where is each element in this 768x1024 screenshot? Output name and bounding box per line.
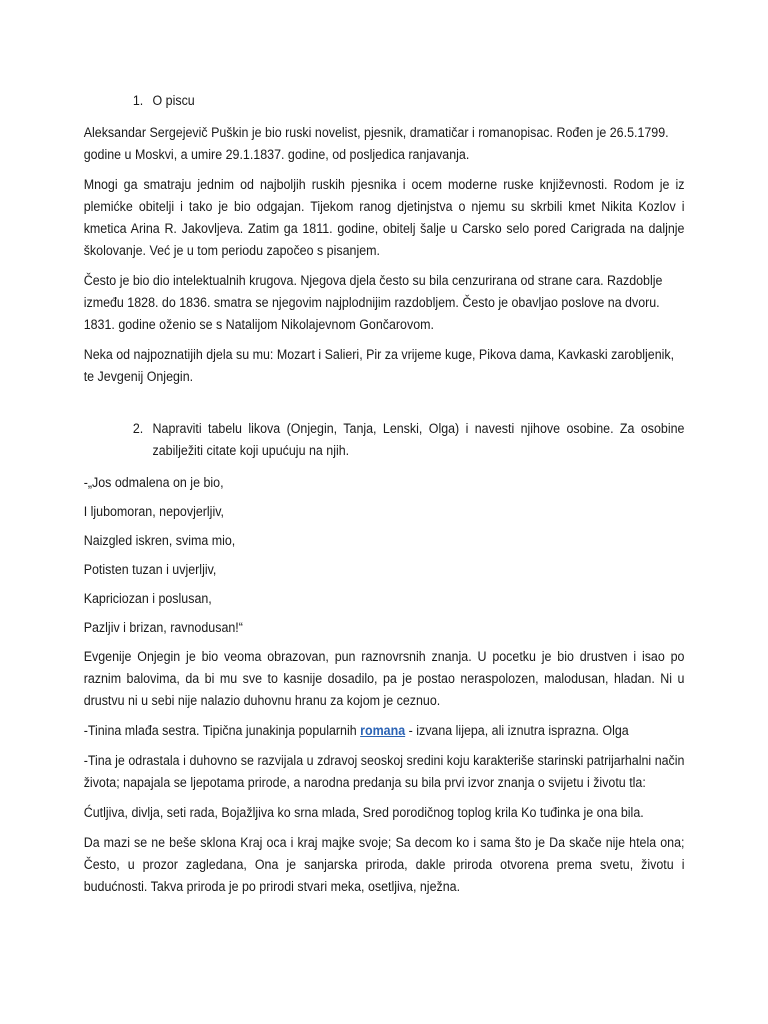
paragraph-tina: -Tina je odrastala i duhovno se razvijala u zdravoj seoskoj sredini koju karakteriše starinski patrijarhalni način života; napajala se ljepotama prirode, a narodna predanja su bila prvi izvor znanja o svijetu i životu tla:	[83, 753, 685, 790]
paragraph: Neka od najpoznatijih djela su mu: Mozart i Salieri, Pir za vrijeme kuge, Pikova dama, Kavkaski zarobljenik, te Jevgenij Onjegin.	[83, 347, 675, 384]
section-title: Napraviti tabelu likova (Onjegin, Tanja, Lenski, Olga) i navesti njihove osobine. Za osobine zabilježiti citate koji upućuju na njih.	[152, 421, 685, 458]
paragraph-quote: Ćutljiva, divlja, seti rada, Bojažljiva ko srna mlada, Sred porodičnog toplog krila Ko tuđinka je ona bila.	[83, 805, 644, 820]
paragraph: Aleksandar Sergejevič Puškin je bio ruski novelist, pjesnik, dramatičar i romanopisac. Rođen je 26.5.1799. godine u Moskvi, a umire 29.1.1837. godine, od posljedica ranjavanja.	[83, 125, 669, 162]
poem-line: Naizgled iskren, svima mio,	[83, 533, 236, 548]
paragraph: Mnogi ga smatraju jednim od najboljih ruskih pjesnika i ocem moderne ruske književnosti. Rodom je iz plemićke obitelji i tako je bio odgajan. Tijekom ranog djetinjstva o njemu su skrbili kmet Nikita Kozlov i kmetica Arina R. Jakovljeva. Zatim ga 1811. godine, obitelj šalje u Carsko selo pored Carigrada na daljnje školovanje. Već je u tom periodu započeo s pisanjem.	[83, 177, 685, 258]
poem-line: Pazljiv i brizan, ravnodusan!“	[83, 620, 243, 635]
paragraph-last: Da mazi se ne beše sklona Kraj oca i kraj majke svoje; Sa decom ko i sama što je Da skače nije htela ona; Često, u prozor zagledana, Ona je sanjarska priroda, dakle priroda otvorena prema svetu, životu i budućnosti. Takva priroda je po prirodi stvari meka, osetljiva, nježna.	[83, 835, 685, 894]
poem-line: -„Jos odmalena on je bio,	[83, 475, 224, 490]
section-heading-1	[84, 90, 685, 112]
section-title: O piscu	[152, 93, 195, 108]
poem-quote	[84, 472, 685, 639]
paragraph-onjegin: Evgenije Onjegin je bio veoma obrazovan, pun raznovrsnih znanja. U pocetku je bio drustven i isao po raznim balovima, da bi mu sve to kasnije dosadilo, pa je postao neraspolozen, malodusan, hladan. Ni u drustvu ni u sebi nije nalazio duhovnu hranu za kojom je ceznuo.	[83, 649, 685, 708]
poem-line: Kapriciozan i poslusan,	[83, 591, 212, 606]
poem-line: Potisten tuzan i uvjerljiv,	[83, 562, 217, 577]
paragraph: Često je bio dio intelektualnih krugova. Njegova djela često su bila cenzurirana od strane cara. Razdoblje između 1828. do 1836. smatra se njegovim najplodnijim razdobljem. Često je obavljao poslove na dvoru. 1831. godine oženio se s Natalijom Nikolajevnom Gončarovom.	[83, 273, 663, 332]
section-heading-2	[84, 418, 685, 462]
text-fragment: -Tinina mlađa sestra. Tipična junakinja popularnih	[83, 723, 361, 738]
text-fragment: - izvana lijepa, ali iznutra isprazna. Olga	[405, 723, 629, 738]
spacer	[84, 396, 685, 418]
poem-line: I ljubomoran, nepovjerljiv,	[83, 504, 224, 519]
paragraph-olga	[84, 720, 685, 742]
romana-link[interactable]: romana	[360, 723, 406, 738]
list-number: 2.	[132, 421, 144, 436]
list-number: 1.	[132, 93, 144, 108]
